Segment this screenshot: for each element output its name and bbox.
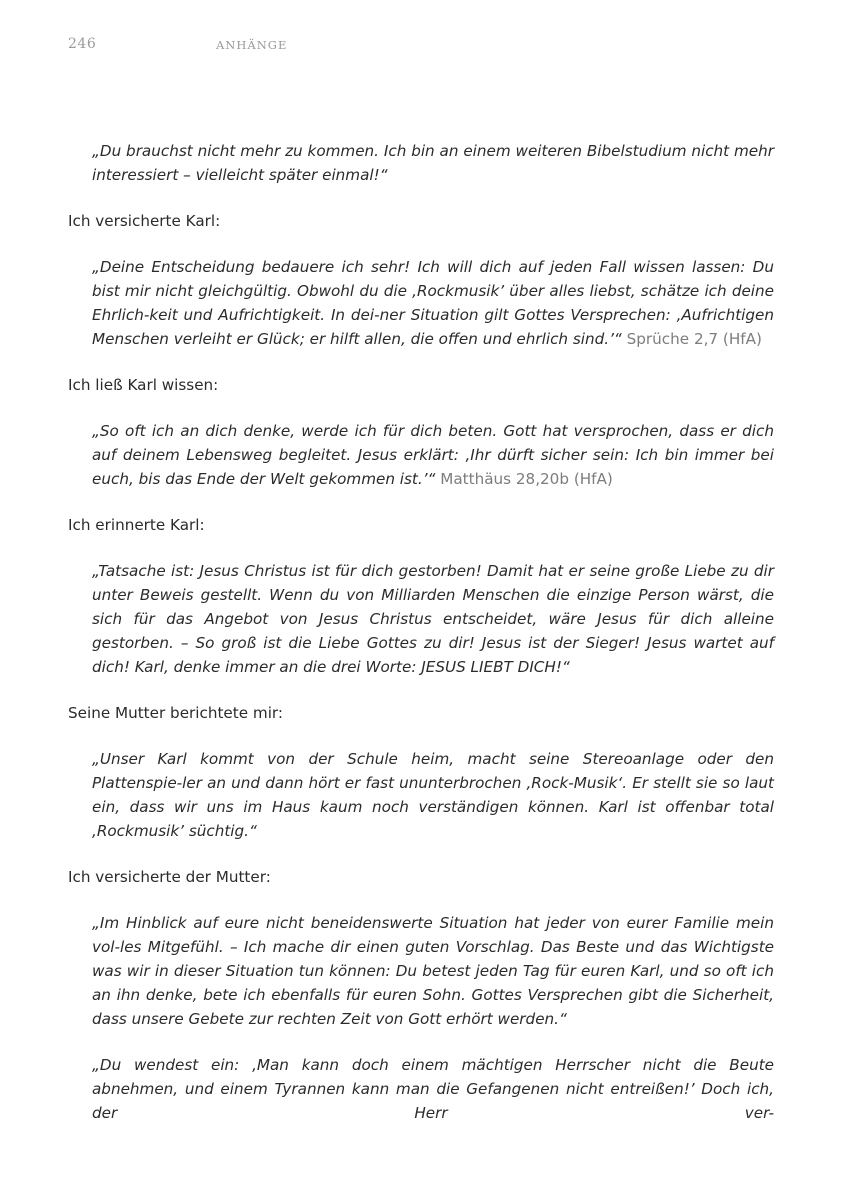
running-head: ANHÄNGE	[216, 38, 288, 52]
quote-paragraph: „Du brauchst nicht mehr zu kommen. Ich bin an einem weiteren Bibelstudium nicht mehr interessiert – vielleicht später einmal!“	[92, 142, 774, 184]
page-body	[68, 139, 778, 1125]
scripture-reference: Sprüche 2,7 (HfA)	[621, 330, 762, 348]
intro-line: Ich erinnerte Karl:	[68, 516, 205, 534]
page-number: 246	[68, 36, 97, 52]
intro-line: Ich versicherte der Mutter:	[68, 868, 271, 886]
quote-paragraph: „Unser Karl kommt von der Schule heim, macht seine Stereoanlage oder den Plattenspie-ler an und dann hört er fast ununterbrochen ‚Rock-Musik‘. Er stellt sie so laut ein, dass wir uns im Haus kaum noch verständigen können. Karl ist offenbar total ‚Rockmusik’ süchtig.“	[92, 750, 774, 840]
quote-paragraph: „Deine Entscheidung bedauere ich sehr! Ich will dich auf jeden Fall wissen lassen: Du bist mir nicht gleichgültig. Obwohl du die ‚Rockmusik’ über alles liebst, schätze ich deine Ehrlich-keit und Aufrichtigkeit. In dei-ner Situation gilt Gottes Versprechen: ‚Aufrichtigen Menschen verleiht er Glück; er hilft allen, die offen und ehrlich sind.’“ Sprüche 2,7 (HfA)	[92, 258, 774, 348]
intro-line: Ich ließ Karl wissen:	[68, 376, 219, 394]
intro-line: Ich versicherte Karl:	[68, 212, 221, 230]
page-header	[68, 36, 778, 56]
intro-line: Seine Mutter berichtete mir:	[68, 704, 284, 722]
quote-paragraph: „Tatsache ist: Jesus Christus ist für dich gestorben! Damit hat er seine große Liebe zu dir unter Beweis gestellt. Wenn du von Milliarden Menschen die einzige Person wärst, die sich für das Angebot von Jesus Christus entscheidet, wäre Jesus für dich alleine gestorben. – So groß ist die Liebe Gottes zu dir! Jesus ist der Sieger! Jesus wartet auf dich! Karl, denke immer an die drei Worte: JESUS LIEBT DICH!“	[92, 562, 774, 676]
quote-paragraph: „Du wendest ein: ‚Man kann doch einem mächtigen Herrscher nicht die Beute abnehmen, und einem Tyrannen kann man die Gefangenen nicht entreißen!’ Doch ich, der Herr ver-	[92, 1056, 774, 1122]
quote-paragraph: „So oft ich an dich denke, werde ich für dich beten. Gott hat versprochen, dass er dich auf deinem Lebensweg begleitet. Jesus erklärt: ‚Ihr dürft sicher sein: Ich bin immer bei euch, bis das Ende der Welt gekommen ist.’“ Matthäus 28,20b (HfA)	[92, 422, 774, 488]
quote-paragraph: „Im Hinblick auf eure nicht beneidenswerte Situation hat jeder von eurer Familie mein vol-les Mitgefühl. – Ich mache dir einen guten Vorschlag. Das Beste und das Wichtigste was wir in dieser Situation tun können: Du betest jeden Tag für euren Karl, und so oft ich an ihn denke, bete ich ebenfalls für euren Sohn. Gottes Versprechen gibt die Sicherheit, dass unsere Gebete zur rechten Zeit von Gott erhört werden.“	[92, 914, 774, 1028]
scripture-reference: Matthäus 28,20b (HfA)	[435, 470, 613, 488]
